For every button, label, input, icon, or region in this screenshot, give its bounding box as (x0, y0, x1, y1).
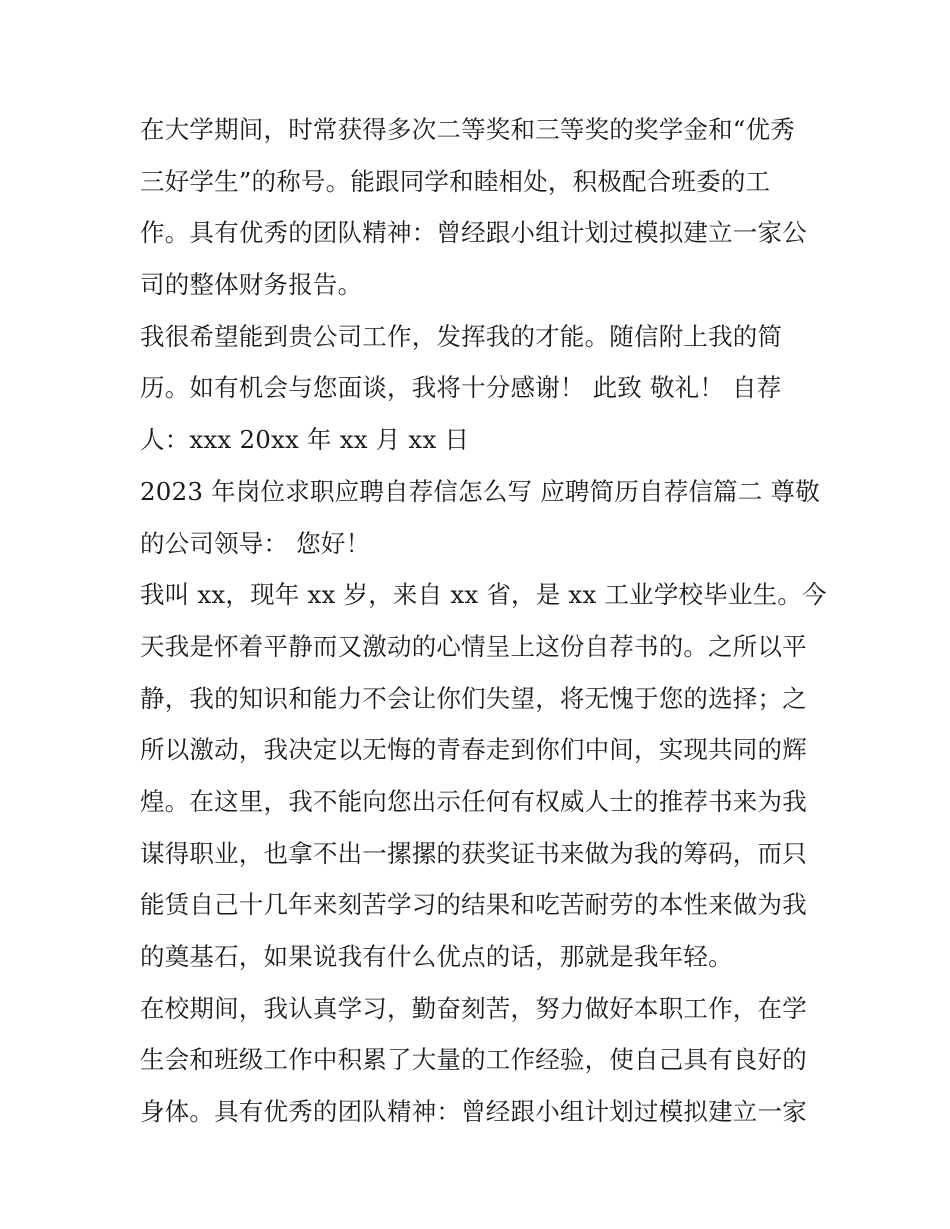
document-body (140, 104, 827, 1138)
text-line: 的公司领导： 您好！ (140, 528, 371, 558)
text-line: 作。具有优秀的团队精神：曾经跟小组计划过模拟建立一家公 (140, 218, 807, 248)
text-line: 身体。具有优秀的团队精神：曾经跟小组计划过模拟建立一家 (140, 1097, 807, 1127)
text-line: 历。如有机会与您面谈，我将十分感谢！ 此致 敬礼！ 自荐 (140, 373, 782, 403)
text-line: 司的整体财务报告。 (140, 270, 363, 300)
text-line: 在大学期间，时常获得多次二等奖和三等奖的奖学金和“优秀 (140, 115, 795, 144)
text-line: 生会和班级工作中积累了大量的工作经验，使自己具有良好的 (140, 1045, 807, 1075)
text-line: 三好学生”的称号。能跟同学和睦相处，积极配合班委的工 (140, 166, 771, 196)
text-line: 天我是怀着平静而又激动的心情呈上这份自荐书的。之所以平 (140, 631, 807, 661)
text-line: 所以激动，我决定以无悔的青春走到你们中间，实现共同的辉 (140, 735, 807, 765)
text-line: 我叫 xx，现年 xx 岁，来自 xx 省，是 xx 工业学校毕业生。今 (140, 580, 827, 610)
text-line: 谋得职业，也拿不出一摞摞的获奖证书来做为我的筹码，而只 (140, 838, 807, 868)
text-line: 人：xxx 20xx 年 xx 月 xx 日 (140, 425, 470, 455)
text-line: 能赁自己十几年来刻苦学习的结果和吃苦耐劳的本性来做为我 (140, 890, 807, 920)
text-line: 我很希望能到贵公司工作，发挥我的才能。随信附上我的简 (140, 321, 783, 351)
text-line: 的奠基石，如果说我有什么优点的话，那就是我年轻。 (140, 942, 733, 971)
text-line: 静，我的知识和能力不会让你们失望，将无愧于您的选择；之 (140, 683, 807, 713)
text-line: 煌。在这里，我不能向您出示任何有权威人士的推荐书来为我 (140, 786, 807, 816)
text-line: 在校期间，我认真学习，勤奋刻苦，努力做好本职工作，在学 (140, 993, 807, 1023)
text-line: 2023 年岗位求职应聘自荐信怎么写 应聘简历自荐信篇二 尊敬 (140, 476, 820, 506)
